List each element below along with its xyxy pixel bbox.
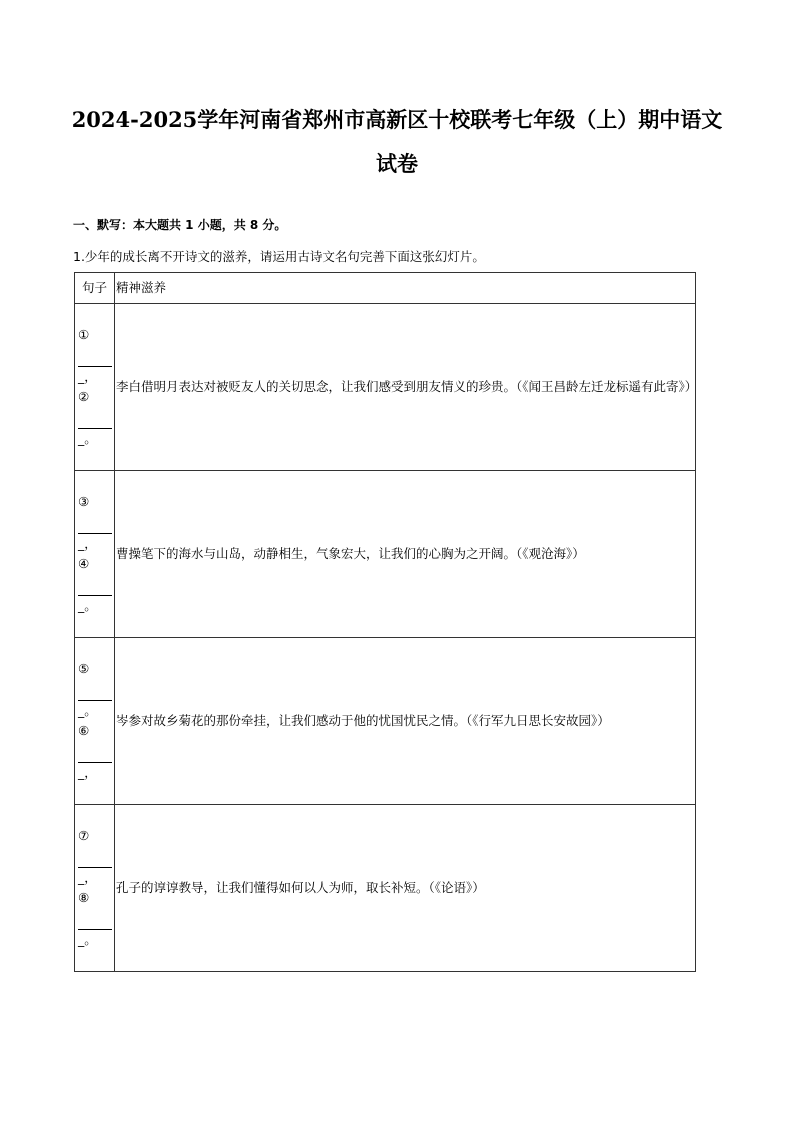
table-row (75, 471, 696, 638)
row-description: 曹操笔下的海水与山岛，动静相生，气象宏大，让我们的心胸为之开阔。（《观沧海》） (115, 471, 696, 638)
blank-punctuation: _。 (78, 598, 97, 613)
blank-cell (75, 471, 115, 638)
blank-marker: ⑤ (78, 660, 90, 676)
blank-punctuation: _， (78, 869, 97, 885)
blank-marker: ② (78, 389, 90, 404)
fill-blank-line[interactable] (78, 408, 112, 430)
blank-cell (75, 638, 115, 805)
blank-marker: ④ (78, 556, 90, 571)
title-line-1: 2024-2025学年河南省郑州市高新区十校联考七年级（上）期中语文 (71, 107, 723, 132)
fill-blank-line[interactable] (78, 742, 112, 764)
question-text: 1.少年的成长离不开诗文的滋养，请运用古诗文名句完善下面这张幻灯片。 (73, 249, 485, 264)
fill-blank-line[interactable] (78, 512, 112, 534)
table-row (75, 638, 696, 805)
fill-blank-line[interactable] (78, 846, 112, 868)
blank-marker: ① (78, 326, 90, 342)
row-description: 李白借明月表达对被贬友人的关切思念，让我们感受到朋友情义的珍贵。（《闻王昌龄左迁龙标遥有此寄》） (115, 304, 696, 471)
blank-cell (75, 304, 115, 471)
fill-blank-line[interactable] (78, 679, 112, 701)
blank-punctuation: _。 (78, 932, 97, 947)
row-description: 岑参对故乡菊花的那份牵挂，让我们感动于他的忧国忧民之情。（《行军九日思长安故园》） (115, 638, 696, 805)
blank-punctuation: _， (78, 535, 97, 551)
blank-punctuation: _， (78, 765, 97, 780)
header-sentence: 句子 (75, 273, 115, 304)
table-row (75, 304, 696, 471)
blank-marker: ⑥ (78, 723, 90, 738)
title-line-2: 试卷 (376, 151, 418, 176)
answer-table (74, 272, 696, 972)
blank-marker: ③ (78, 493, 90, 509)
section-heading: 一、默写：本大题共 1 小题，共 8 分。 (73, 218, 287, 232)
fill-blank-line[interactable] (78, 345, 112, 367)
document-title (60, 98, 734, 186)
table-header-row (75, 273, 696, 304)
table-row (75, 805, 696, 972)
blank-punctuation: _。 (78, 431, 97, 446)
blank-marker: ⑦ (78, 827, 90, 843)
fill-blank-line[interactable] (78, 575, 112, 597)
blank-marker: ⑧ (78, 890, 90, 905)
blank-punctuation: _， (78, 368, 97, 384)
header-spiritual-nourishment: 精神滋养 (115, 273, 696, 304)
row-description: 孔子的谆谆教导，让我们懂得如何以人为师，取长补短。（《论语》） (115, 805, 696, 972)
fill-blank-line[interactable] (78, 909, 112, 931)
blank-punctuation: _。 (78, 702, 97, 718)
blank-cell (75, 805, 115, 972)
